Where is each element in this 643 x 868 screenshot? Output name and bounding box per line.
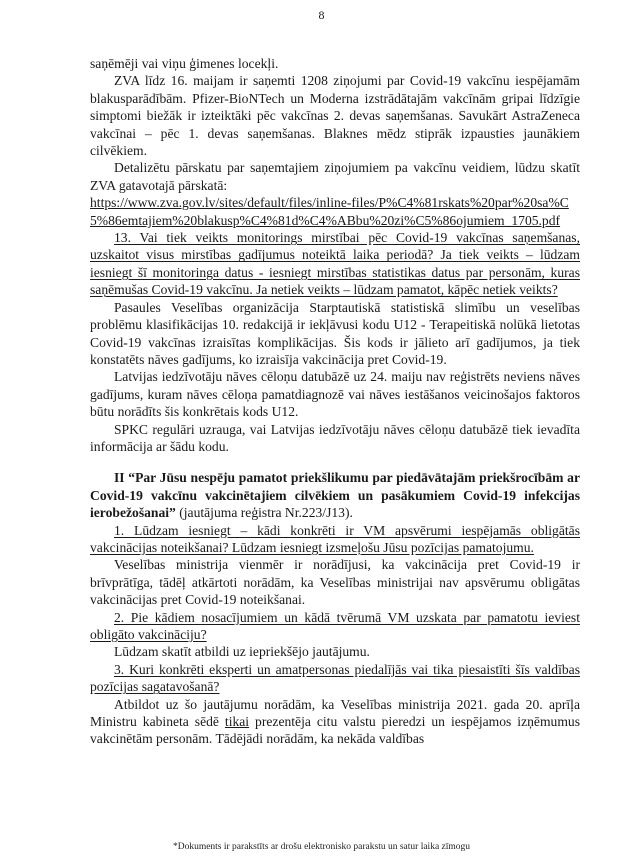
section-heading-reference: (jautājuma reģistra Nr.223/J13).	[175, 505, 353, 521]
answer-3	[90, 696, 580, 748]
paragraph: SPKC regulāri uzrauga, vai Latvijas iedzīvotāju nāves cēloņu datubāzē tiek ievadīta informācija ar šādu kodu.	[90, 421, 580, 454]
paragraph: ZVA līdz 16. maijam ir saņemti 1208 ziņojumi par Covid-19 vakcīnu iespējamām blakusparādībām. Pfizer-BioNTech un Moderna izstrādātajām vakcīnām gripai līdzīgie simptomi biežāk ir izteiktāki pēc vakcīnas 2. devas saņemšanas. Savukārt AstraZeneca vakcīnai – pēc 1. devas saņemšanas. Blaknes mēdz stiprāk izpausties jaunākiem cilvēkiem.	[90, 73, 580, 159]
answer-3-emphasis: tikai	[224, 714, 250, 730]
question-3: 3. Kuri konkrēti eksperti un amatpersonas piedalījās vai tika piesaistīti šīs valdības pozīcijas sagatavošanā?	[90, 661, 580, 695]
question-13: 13. Vai tiek veikts monitorings mirstībai pēc Covid-19 vakcīnas saņemšanas, uzskaitot visus mirstības gadījumus noteiktā laika periodā? Ja tiek veikts – lūdzam iesniegt šī monitoringa datus - iesniegt mirstības statistikas datus par personām, kuras saņēmušas Covid-19 vakcīnu. Ja netiek veikts – lūdzam pamatot, kāpēc netiek veikts?	[90, 230, 580, 298]
paragraph: saņēmēji vai viņu ģimenes locekļi.	[90, 56, 279, 71]
answer-1: Veselības ministrija vienmēr ir norādījusi, ka vakcinācija pret Covid-19 ir brīvprātīga, tādēļ atkārtoti norādām, ka Veselības ministrijai nav apsvērumu obligātas vakcinācijas pret Covid-19 noteikšanai.	[90, 557, 580, 608]
page-number: 8	[318, 8, 325, 22]
section-heading-title: II “Par Jūsu nespēju pamatot priekšlikumu par piedāvātajām priekšrocībām ar Covid-19 vakcīnu vakcinētajiem cilvēkiem un pasākumiem Covid-19 infekcijas ierobežošanai”	[90, 470, 580, 521]
paragraph: Latvijas iedzīvotāju nāves cēloņu datubāzē uz 24. maiju nav reģistrēts neviens nāves gadījums, kuram nāves cēloņa pamatdiagnozē vai nāves iestāšanos veicinošajos faktoros būtu norādīts šis konkrētais kods U12.	[90, 369, 580, 420]
document-body	[90, 55, 580, 748]
answer-3-text-b: prezentēja citu valstu pieredzi un iespējamos izņēmumus vakcinētām personām. Tādējādi norādām, ka nekāda valdības	[90, 714, 580, 747]
paragraph: Pasaules Veselības organizācija Starptautiskā statistiskā slimību un veselības problēmu klasifikācijas 10. redakcijā ir iekļāvusi kodu U12 - Terapeitiskā nolūkā lietotas Covid-19 vakcīnas izraisītas komplikācijas. Šis kods ir jālieto arī gadījumos, ja tiek konstatēts nāves gadījums, ko izraisīja vakcinācija pret Covid-19.	[90, 299, 580, 367]
report-link[interactable]: https://www.zva.gov.lv/sites/default/files/inline-files/P%C4%81rskats%20par%20sa%C5%86emtajiem%20blakusp%C4%81d%C4%ABbu%20zi%C5%86ojumiem_1705.pdf	[90, 195, 569, 228]
answer-3-text-a: Atbildot uz šo jautājumu norādām, ka Veselības ministrija 2021. gada 20. aprīļa Ministru kabineta sēdē	[90, 696, 580, 730]
section-heading	[90, 469, 580, 521]
question-1: 1. Lūdzam iesniegt – kādi konkrēti ir VM apsvērumi iespējamās obligātās vakcinācijas noteikšanai? Lūdzam iesniegt izsmeļošu Jūsu pozīcijas pamatojumu.	[90, 522, 580, 555]
signature-note: *Dokuments ir parakstīts ar drošu elektronisko parakstu un satur laika zīmogu	[172, 842, 471, 852]
answer-2: Lūdzam skatīt atbildi uz iepriekšējo jautājumu.	[114, 644, 370, 660]
question-2: 2. Pie kādiem nosacījumiem un kādā tvērumā VM uzskata par pamatotu ieviest obligāto vakcināciju?	[90, 609, 580, 642]
paragraph: Detalizētu pārskatu par saņemtajiem ziņojumiem pa vakcīnu veidiem, lūdzu skatīt ZVA gatavotajā pārskatā:	[90, 160, 580, 193]
